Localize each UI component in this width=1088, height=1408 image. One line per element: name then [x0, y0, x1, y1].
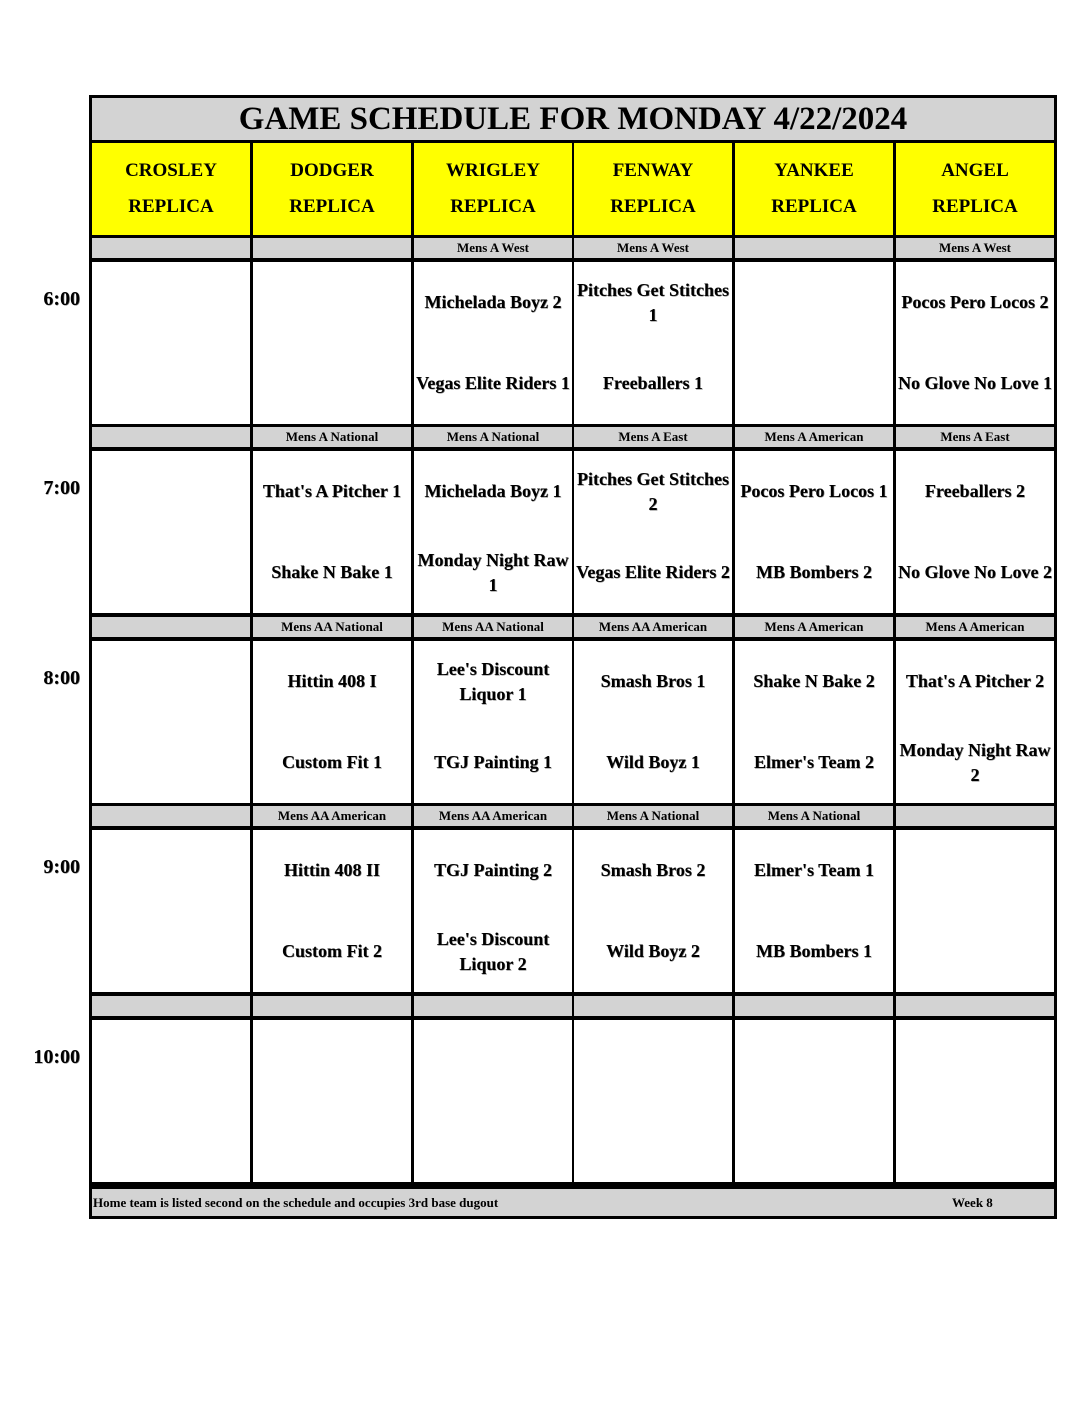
game-cell — [574, 262, 732, 424]
time-label: 6:00 — [43, 288, 80, 310]
field-sub: REPLICA — [610, 196, 696, 217]
home-team: Custom Fit 1 — [282, 752, 382, 772]
home-team: Shake N Bake 1 — [271, 562, 393, 582]
field-name: ANGEL — [941, 160, 1009, 181]
away-team — [896, 1020, 1054, 1101]
home-team: No Glove No Love 1 — [898, 373, 1052, 393]
home-team: Vegas Elite Riders 2 — [576, 562, 730, 582]
game-cell — [735, 262, 893, 424]
home-team — [253, 1101, 411, 1182]
game-cell — [253, 830, 411, 992]
field-name: WRIGLEY — [446, 160, 540, 181]
footer-note: Home team is listed second on the schedule and occupies 3rd base dugout — [93, 1194, 499, 1210]
division-label: Mens A National — [253, 427, 411, 447]
home-team: Lee's Discount Liquor 2 — [436, 928, 550, 974]
game-cell — [414, 1020, 572, 1182]
game-cell — [735, 641, 893, 803]
schedule-title: GAME SCHEDULE FOR MONDAY 4/22/2024 — [92, 98, 1054, 140]
division-label: Mens A East — [574, 427, 732, 447]
away-team — [92, 641, 250, 722]
game-cell — [414, 262, 572, 424]
time-label: 9:00 — [43, 856, 80, 878]
home-team: MB Bombers 1 — [756, 941, 872, 961]
field-sub: REPLICA — [932, 196, 1018, 217]
home-team — [92, 722, 250, 803]
field-name: DODGER — [290, 160, 374, 181]
field-sub: REPLICA — [450, 196, 536, 217]
division-label: Mens A American — [735, 617, 893, 637]
home-team — [414, 1101, 572, 1182]
home-team: Custom Fit 2 — [282, 941, 382, 961]
game-cell — [896, 641, 1054, 803]
away-team — [735, 262, 893, 343]
footer-row — [92, 1189, 1054, 1216]
game-cell — [414, 451, 572, 613]
division-label: Mens AA American — [414, 806, 572, 826]
home-team — [253, 343, 411, 424]
away-team — [92, 1020, 250, 1101]
field-header-fenway — [574, 143, 732, 235]
home-team — [92, 1101, 250, 1182]
division-label: Mens A West — [414, 238, 572, 258]
division-label — [574, 996, 732, 1016]
home-team: Freeballers 1 — [602, 373, 704, 393]
away-team: Michelada Boyz 2 — [424, 292, 562, 312]
division-label: Mens A East — [896, 427, 1054, 447]
away-team — [735, 1020, 893, 1101]
home-team — [92, 532, 250, 613]
away-team — [253, 1020, 411, 1101]
away-team: Elmer's Team 1 — [754, 860, 874, 880]
division-label: Mens AA National — [253, 617, 411, 637]
game-cell — [574, 1020, 732, 1182]
game-cell — [92, 262, 250, 424]
away-team: Pocos Pero Locos 1 — [740, 481, 888, 501]
division-label — [253, 996, 411, 1016]
away-team: Pitches Get Stitches 1 — [577, 279, 729, 325]
schedule-table — [89, 95, 1057, 1219]
division-label — [735, 238, 893, 258]
away-team: That's A Pitcher 2 — [905, 671, 1045, 691]
field-header-wrigley — [414, 143, 572, 235]
home-team: No Glove No Love 2 — [898, 562, 1052, 582]
division-label: Mens A American — [896, 617, 1054, 637]
field-header-dodger — [253, 143, 411, 235]
game-cell — [92, 641, 250, 803]
game-cell — [414, 830, 572, 992]
game-cell — [92, 451, 250, 613]
field-name: FENWAY — [612, 160, 694, 181]
away-team: Lee's Discount Liquor 1 — [436, 658, 550, 704]
game-cell — [92, 830, 250, 992]
division-label — [896, 996, 1054, 1016]
division-label: Mens AA American — [253, 806, 411, 826]
home-team — [896, 911, 1054, 992]
game-cell — [735, 451, 893, 613]
away-team: Shake N Bake 2 — [753, 671, 875, 691]
away-team — [574, 1020, 732, 1101]
game-cell — [253, 451, 411, 613]
game-cell — [896, 451, 1054, 613]
division-label: Mens A National — [735, 806, 893, 826]
division-label — [92, 617, 250, 637]
division-label: Mens A American — [735, 427, 893, 447]
division-label — [92, 996, 250, 1016]
away-team: Hittin 408 II — [283, 860, 380, 880]
home-team: MB Bombers 2 — [756, 562, 872, 582]
game-cell — [414, 641, 572, 803]
field-header-angel — [896, 143, 1054, 235]
division-label — [414, 996, 572, 1016]
week-label: Week 8 — [952, 1194, 993, 1210]
time-label: 8:00 — [43, 667, 80, 689]
game-cell — [896, 262, 1054, 424]
away-team: Smash Bros 2 — [600, 860, 706, 880]
division-label — [92, 427, 250, 447]
division-label — [253, 238, 411, 258]
home-team — [92, 343, 250, 424]
home-team: Vegas Elite Riders 1 — [416, 373, 570, 393]
game-cell — [574, 451, 732, 613]
division-label — [92, 238, 250, 258]
game-cell — [735, 1020, 893, 1182]
division-label: Mens A West — [896, 238, 1054, 258]
away-team: Michelada Boyz 1 — [424, 481, 562, 501]
division-label — [896, 806, 1054, 826]
away-team: That's A Pitcher 1 — [262, 481, 402, 501]
field-header-yankee — [735, 143, 893, 235]
away-team: Pocos Pero Locos 2 — [901, 292, 1049, 312]
game-cell — [574, 641, 732, 803]
home-team: Elmer's Team 2 — [754, 752, 874, 772]
home-team — [735, 343, 893, 424]
field-sub: REPLICA — [289, 196, 375, 217]
away-team — [896, 830, 1054, 911]
away-team: Freeballers 2 — [924, 481, 1026, 501]
home-team — [735, 1101, 893, 1182]
away-team — [92, 830, 250, 911]
field-sub: REPLICA — [128, 196, 214, 217]
game-cell — [253, 641, 411, 803]
field-header-crosley — [92, 143, 250, 235]
time-label: 10:00 — [33, 1046, 80, 1068]
away-team: Pitches Get Stitches 2 — [577, 468, 729, 514]
field-name: YANKEE — [774, 160, 854, 181]
away-team — [92, 262, 250, 343]
division-label — [92, 806, 250, 826]
home-team: Wild Boyz 1 — [606, 752, 700, 772]
game-cell — [574, 830, 732, 992]
away-team: Smash Bros 1 — [600, 671, 706, 691]
game-cell — [735, 830, 893, 992]
away-team: Hittin 408 I — [287, 671, 377, 691]
away-team: TGJ Painting 2 — [433, 860, 553, 880]
home-team — [574, 1101, 732, 1182]
away-team — [414, 1020, 572, 1101]
division-label: Mens A West — [574, 238, 732, 258]
away-team — [92, 451, 250, 532]
game-cell — [253, 262, 411, 424]
game-cell — [253, 1020, 411, 1182]
away-team — [253, 262, 411, 343]
field-name: CROSLEY — [125, 160, 217, 181]
game-cell — [896, 830, 1054, 992]
game-cell — [896, 1020, 1054, 1182]
home-team: TGJ Painting 1 — [433, 752, 553, 772]
field-sub: REPLICA — [771, 196, 857, 217]
home-team: Monday Night Raw 1 — [417, 549, 569, 595]
division-label: Mens A National — [574, 806, 732, 826]
division-label: Mens AA National — [414, 617, 572, 637]
division-label — [735, 996, 893, 1016]
time-label: 7:00 — [43, 477, 80, 499]
home-team — [92, 911, 250, 992]
home-team: Wild Boyz 2 — [606, 941, 700, 961]
game-cell — [92, 1020, 250, 1182]
home-team — [896, 1101, 1054, 1182]
division-label: Mens AA American — [574, 617, 732, 637]
home-team: Monday Night Raw 2 — [899, 739, 1051, 785]
division-label: Mens A National — [414, 427, 572, 447]
